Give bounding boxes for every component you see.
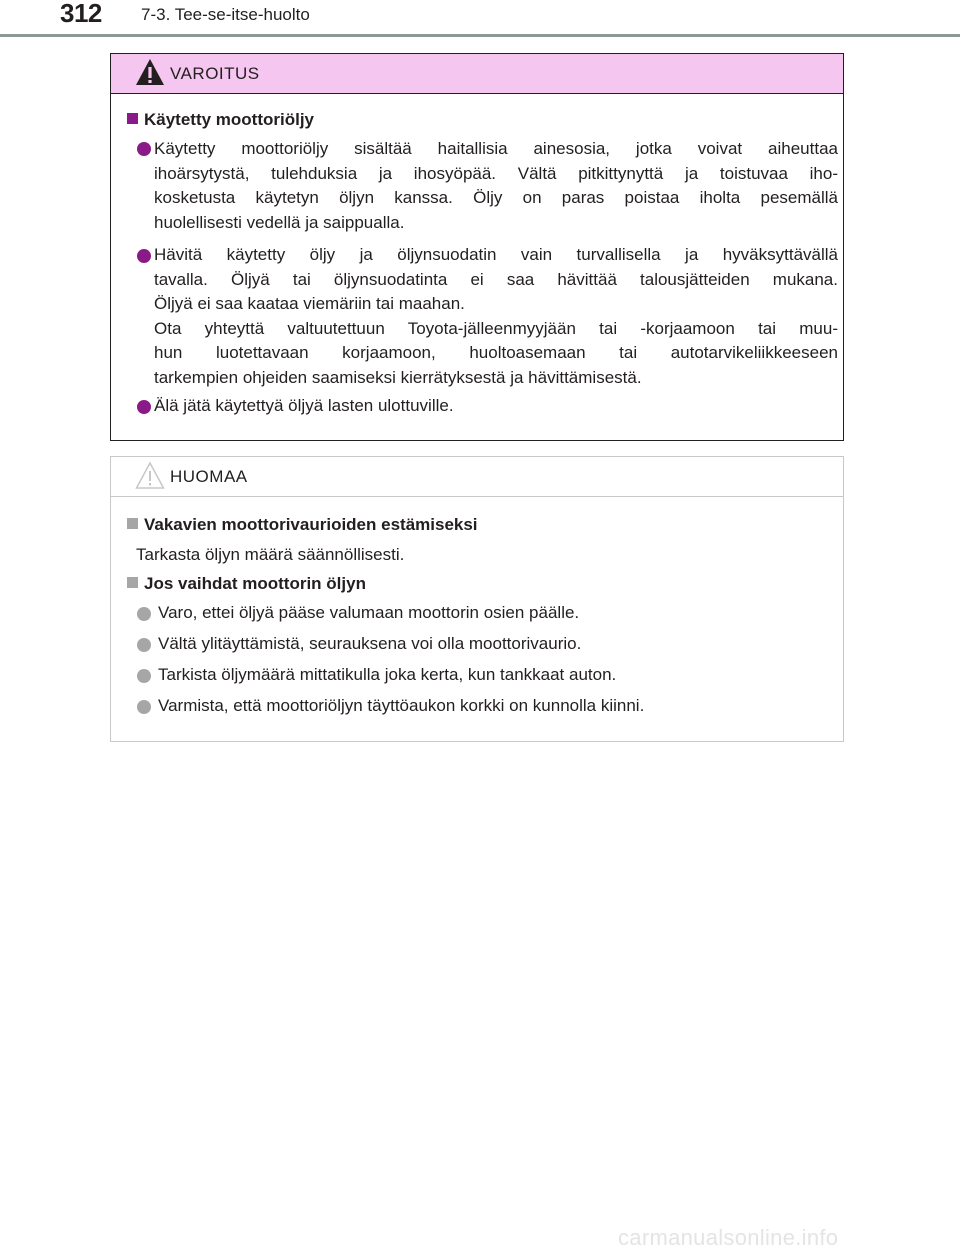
notice-subhead-2 (127, 574, 366, 594)
warning-item-3 (154, 394, 838, 419)
square-bullet-icon (127, 577, 138, 588)
warning-item-1 (154, 137, 838, 235)
notice-item: Tarkista öljymäärä mittatikulla joka kerta, kun tankkaat auton. (158, 665, 617, 684)
circle-bullet-icon (137, 638, 151, 652)
text-line: Käytetty moottoriöljy sisältää haitallisia ainesosia, jotka voivat aiheuttaa (154, 139, 838, 158)
warning-box (110, 53, 844, 441)
circle-bullet-icon (137, 669, 151, 683)
notice-subhead-1-text: Vakavien moottorivaurioiden estämiseksi (144, 515, 478, 534)
warning-label: VAROITUS (170, 64, 260, 83)
section-title: 7-3. Tee-se-itse-huolto (141, 5, 310, 24)
warning-subhead-text: Käytetty moottoriöljy (144, 110, 315, 129)
square-bullet-icon (127, 113, 138, 124)
notice-box (110, 456, 844, 742)
notice-label: HUOMAA (170, 467, 248, 486)
notice-header (111, 457, 843, 497)
square-bullet-icon (127, 518, 138, 529)
circle-bullet-icon (137, 249, 151, 263)
text-line: tavalla. Öljyä tai öljynsuodatinta ei saa hävittää talousjätteiden mukana. (154, 269, 838, 289)
header-rule (0, 34, 960, 37)
warning-item-2 (154, 243, 838, 390)
notice-item: Varmista, että moottoriöljyn täyttöaukon korkki on kunnolla kiinni. (158, 696, 645, 715)
warning-header (111, 54, 843, 94)
notice-subhead-2-text: Jos vaihdat moottorin öljyn (144, 574, 366, 593)
text-line: ihoärsytystä, tulehduksia ja ihosyöpää. Vältä pitkittynyttä ja toistuvaa iho- (154, 163, 838, 183)
circle-bullet-icon (137, 142, 151, 156)
warning-subhead (127, 110, 314, 130)
text-line: tarkempien ohjeiden saamiseksi kierrätyksestä ja hävittämisestä. (154, 367, 642, 387)
notice-item: Varo, ettei öljyä pääse valumaan moottorin osien päälle. (158, 603, 580, 622)
page-header (0, 0, 960, 40)
notice-item: Vältä ylitäyttämistä, seurauksena voi olla moottorivaurio. (158, 634, 582, 653)
text-line: Älä jätä käytettyä öljyä lasten ulottuville. (154, 396, 454, 415)
circle-bullet-icon (137, 400, 151, 414)
warning-triangle-icon (135, 58, 165, 86)
text-line: kosketusta käytetyn öljyn kanssa. Öljy on paras poistaa iholta pesemällä (154, 188, 838, 207)
text-line: Öljyä ei saa kaataa viemäriin tai maahan. (154, 294, 465, 313)
caution-triangle-icon (135, 461, 165, 489)
circle-bullet-icon (137, 607, 151, 621)
text-line: Ota yhteyttä valtuutettuun Toyota-jälleenmyyjään tai -korjaamoon tai muu- (154, 318, 838, 338)
text-line: hun luotettavaan korjaamoon, huoltoasemaan tai autotarvikeliikkeeseen (154, 343, 838, 362)
notice-subhead-1 (127, 515, 478, 535)
page-number: 312 (60, 0, 102, 28)
notice-text-1: Tarkasta öljyn määrä säännöllisesti. (136, 545, 405, 564)
text-line: huolellisesti vedellä ja saippualla. (154, 212, 405, 232)
watermark: carmanualsonline.info (618, 1225, 839, 1250)
circle-bullet-icon (137, 700, 151, 714)
text-line: Hävitä käytetty öljy ja öljynsuodatin vain turvallisella ja hyväksyttävällä (154, 245, 838, 264)
